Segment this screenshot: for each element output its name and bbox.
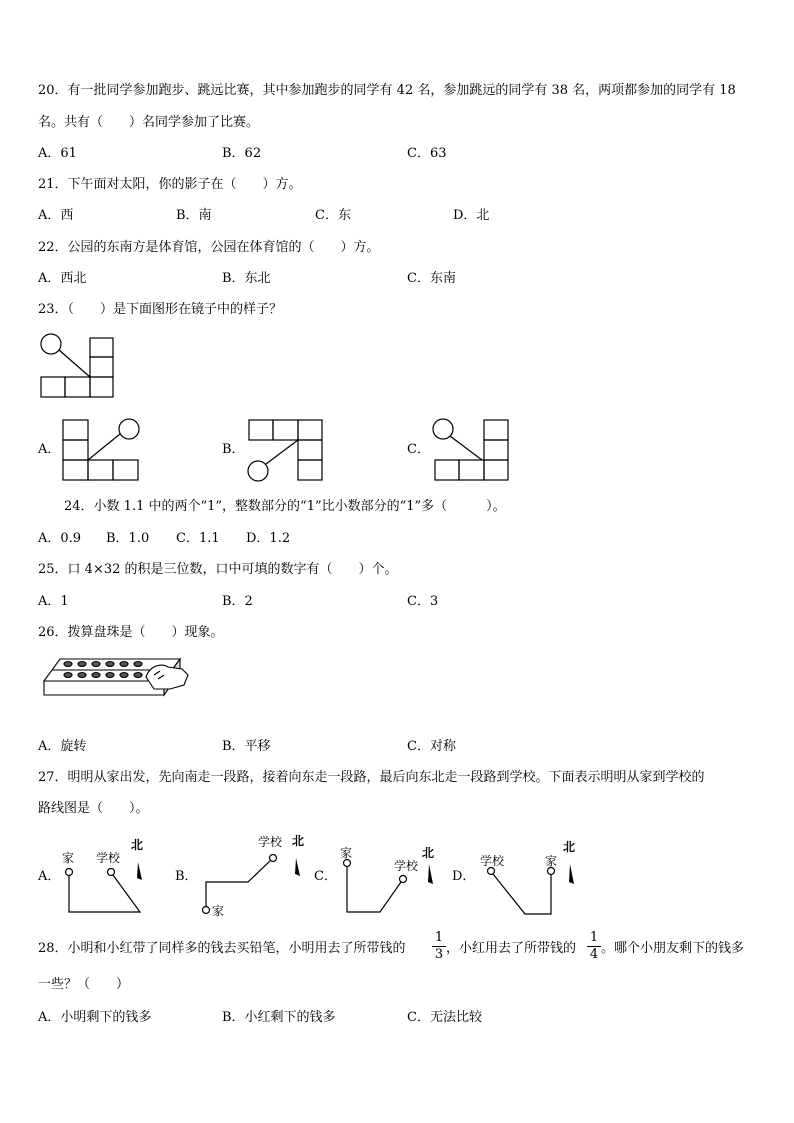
q23-option-a-figure[interactable] xyxy=(62,418,142,482)
q21-option-c[interactable]: C．东 xyxy=(315,208,351,223)
q27-option-a[interactable]: A． xyxy=(38,869,61,884)
q27-b-school-label: 学校 xyxy=(258,835,283,849)
q23-option-b-figure[interactable] xyxy=(246,418,326,482)
q27-c-north-label: 北 xyxy=(422,846,435,860)
q28-stem-part3: 。哪个小朋友剩下的钱多 xyxy=(601,941,745,956)
q21-option-d[interactable]: D．北 xyxy=(453,208,490,223)
q27-option-b-route[interactable] xyxy=(198,840,308,920)
q27-b-north-label: 北 xyxy=(292,834,305,848)
q26-option-c[interactable]: C．对称 xyxy=(407,739,456,754)
q27-option-b[interactable]: B． xyxy=(175,869,198,884)
q27-a-north-label: 北 xyxy=(131,838,144,852)
q27-stem-line1: 27．明明从家出发，先向南走一段路，接着向东走一段路，最后向东北走一段路到学校。下面表示明明从家到学校的 xyxy=(38,770,705,785)
q27-option-c-route[interactable] xyxy=(336,852,446,916)
q23-option-c-figure[interactable] xyxy=(432,418,512,482)
q26-stem: 26．拨算盘珠是（ ）现象。 xyxy=(38,625,224,640)
q25-stem: 25．口 4×32 的积是三位数，口中可填的数字有（ ）个。 xyxy=(38,562,398,577)
q27-b-home-label: 家 xyxy=(212,904,225,918)
q28-option-b[interactable]: B．小红剩下的钱多 xyxy=(222,1010,336,1025)
q28-stem-part1: 28．小明和小红带了同样多的钱去买铅笔，小明用去了所带钱的 xyxy=(38,941,406,956)
q28-option-c[interactable]: C．无法比较 xyxy=(407,1010,482,1025)
q27-c-home-label: 家 xyxy=(340,846,353,860)
q26-option-a[interactable]: A．旋转 xyxy=(38,739,87,754)
q27-option-d[interactable]: D． xyxy=(452,869,476,884)
q22-option-a[interactable]: A．西北 xyxy=(38,271,87,286)
q24-option-c[interactable]: C．1.1 xyxy=(176,531,220,546)
abacus-illustration xyxy=(42,655,192,717)
q20-stem-line1: 20．有一批同学参加跑步、跳远比赛，其中参加跑步的同学有 42 名，参加跳远的同学有 38 名，两项都参加的同学有 18 xyxy=(38,83,736,98)
q25-option-a[interactable]: A．1 xyxy=(38,594,69,609)
q28-fraction-one-third xyxy=(432,931,446,962)
q27-option-c[interactable]: C． xyxy=(314,869,337,884)
q24-option-b[interactable]: B．1.0 xyxy=(106,531,150,546)
q21-option-b[interactable]: B．南 xyxy=(176,208,212,223)
q28-option-a[interactable]: A．小明剩下的钱多 xyxy=(38,1010,152,1025)
q23-option-a[interactable]: A． xyxy=(38,442,61,457)
q24-stem: 24．小数 1.1 中的两个“1”，整数部分的“1”比小数部分的“1”多（ ）。 xyxy=(64,499,506,514)
q23-option-b[interactable]: B． xyxy=(222,442,245,457)
q27-d-home-label: 家 xyxy=(545,854,558,868)
q27-option-d-route[interactable] xyxy=(482,862,582,918)
q22-option-b[interactable]: B．东北 xyxy=(222,271,271,286)
q24-option-a[interactable]: A．0.9 xyxy=(38,531,82,546)
q22-stem: 22．公园的东南方是体育馆，公园在体育馆的（ ）方。 xyxy=(38,240,380,255)
q27-a-home-label: 家 xyxy=(62,851,75,865)
q23-original-figure xyxy=(40,333,140,399)
q27-d-north-label: 北 xyxy=(563,840,576,854)
q21-stem: 21．下午面对太阳，你的影子在（ ）方。 xyxy=(38,177,302,192)
q28-frac2-denominator: 4 xyxy=(589,947,599,962)
q20-option-a[interactable]: A．61 xyxy=(38,146,77,161)
q28-stem-part2: ，小红用去了所带钱的 xyxy=(446,941,577,956)
q21-option-a[interactable]: A．西 xyxy=(38,208,74,223)
q28-fraction-one-fourth xyxy=(587,931,601,962)
q23-stem: 23．（ ）是下面图形在镜子中的样子？ xyxy=(38,302,283,317)
q27-c-school-label: 学校 xyxy=(394,859,419,873)
q27-option-a-route[interactable] xyxy=(60,852,150,916)
q22-option-c[interactable]: C．东南 xyxy=(407,271,456,286)
q20-option-c[interactable]: C．63 xyxy=(407,146,447,161)
q24-option-d[interactable]: D．1.2 xyxy=(246,531,291,546)
q20-option-b[interactable]: B．62 xyxy=(222,146,262,161)
q28-frac1-denominator: 3 xyxy=(434,947,444,962)
q25-option-b[interactable]: B．2 xyxy=(222,594,253,609)
q27-stem-line2: 路线图是（ ）。 xyxy=(38,801,149,816)
q26-option-b[interactable]: B．平移 xyxy=(222,739,271,754)
q28-frac1-numerator: 1 xyxy=(434,930,444,945)
q28-stem-line2: 一些？（ ） xyxy=(38,977,130,992)
q25-option-c[interactable]: C．3 xyxy=(407,594,439,609)
q27-a-school-label: 学校 xyxy=(96,851,121,865)
q20-stem-line2: 名。共有（ ）名同学参加了比赛。 xyxy=(38,115,260,130)
q27-d-school-label: 学校 xyxy=(480,854,505,868)
q28-frac2-numerator: 1 xyxy=(589,930,599,945)
q23-option-c[interactable]: C． xyxy=(407,442,430,457)
